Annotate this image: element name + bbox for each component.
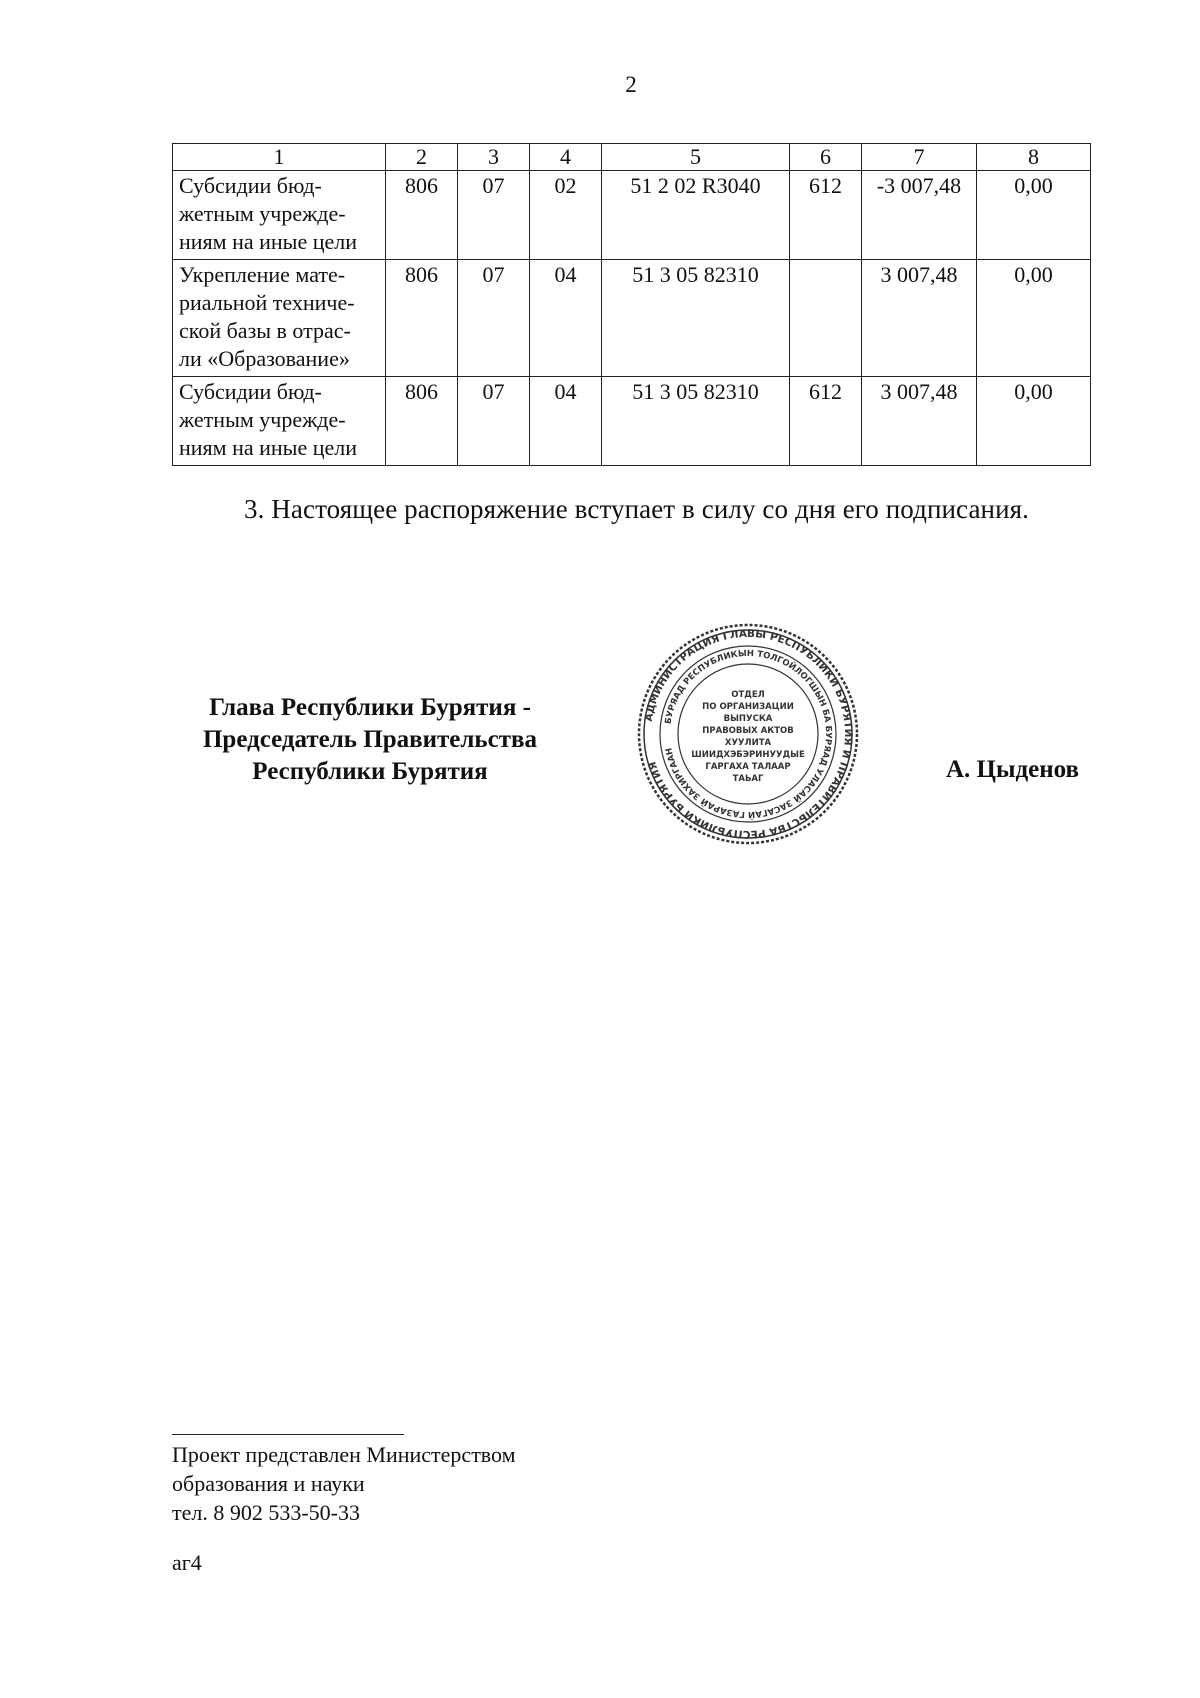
paragraph-3: 3. Настоящее распоряжение вступает в силу со дня его подписания. (244, 494, 1030, 524)
seal-center-line: ХУУЛИТА (724, 738, 772, 748)
footnote-line: тел. 8 902 533-50-33 (172, 1500, 361, 1525)
row-name-line: риальной техниче- (179, 290, 355, 315)
cell-expense-type (790, 260, 862, 377)
footnote-divider (172, 1434, 404, 1435)
official-seal (636, 622, 860, 846)
column-number: 2 (386, 144, 458, 171)
column-number: 1 (173, 144, 386, 171)
row-name (173, 377, 386, 466)
row-name (173, 260, 386, 377)
column-number: 5 (602, 144, 790, 171)
document-code: аг4 (172, 1550, 202, 1575)
seal-center-line: ПО ОРГАНИЗАЦИИ (702, 702, 794, 712)
footnote-line: образования и науки (172, 1471, 365, 1496)
footnote (172, 1440, 516, 1527)
page-number: 2 (625, 72, 637, 97)
row-name (173, 171, 386, 260)
seal-center-line: ВЫПУСКА (723, 714, 773, 724)
cell-subsection: 02 (530, 171, 602, 260)
cell-ministry: 806 (386, 260, 458, 377)
cell-amount: 3 007,48 (862, 260, 977, 377)
signer-name: А. Цыденов (946, 756, 1080, 783)
column-number: 7 (862, 144, 977, 171)
row-name-line: ли «Образование» (179, 346, 350, 371)
cell-amount-2: 0,00 (977, 377, 1091, 466)
row-name-line: ниям на иные цели (179, 435, 358, 460)
row-name-line: Укрепление мате- (179, 262, 346, 287)
cell-subsection: 04 (530, 260, 602, 377)
footnote-line: Проект представлен Министерством (172, 1442, 516, 1467)
signer-title-line: Председатель Правительства (202, 726, 538, 753)
cell-target-article: 51 3 05 82310 (602, 260, 790, 377)
cell-ministry: 806 (386, 377, 458, 466)
cell-amount: -3 007,48 (862, 171, 977, 260)
row-name-line: Субсидии бюд- (179, 379, 322, 404)
cell-expense-type: 612 (790, 171, 862, 260)
cell-section: 07 (458, 377, 530, 466)
budget-table (172, 143, 1091, 466)
cell-ministry: 806 (386, 171, 458, 260)
cell-expense-type: 612 (790, 377, 862, 466)
cell-amount-2: 0,00 (977, 260, 1091, 377)
column-number: 6 (790, 144, 862, 171)
row-name-line: ниям на иные цели (179, 229, 358, 254)
row-name-line: жетным учрежде- (179, 407, 346, 432)
seal-center-line: ТАЬАГ (732, 774, 764, 784)
seal-center-line: ШИИДХЭБЭРИНУУДЫЕ (691, 750, 805, 760)
cell-amount-2: 0,00 (977, 171, 1091, 260)
column-number: 4 (530, 144, 602, 171)
row-name-line: Субсидии бюд- (179, 173, 322, 198)
signer-title-line: Республики Бурятия (252, 758, 488, 785)
cell-target-article: 51 3 05 82310 (602, 377, 790, 466)
table-row (173, 171, 1091, 260)
row-name-line: жетным учрежде- (179, 201, 346, 226)
signer-title-line: Глава Республики Бурятия - (209, 694, 531, 721)
seal-center-line: ГАРГАХА ТАЛААР (705, 762, 791, 772)
cell-section: 07 (458, 260, 530, 377)
column-number: 3 (458, 144, 530, 171)
signer-title (170, 692, 570, 788)
seal-center-line: ОТДЕЛ (731, 690, 765, 700)
cell-section: 07 (458, 171, 530, 260)
cell-subsection: 04 (530, 377, 602, 466)
table-header-row (173, 144, 1091, 171)
seal-inner-text: БУРЯАД РЕСПУБЛИКЫН ТОЛГОЙЛОГШЫН БА БУРЯАД УЛАСАЙ ЗАСАГАЙ ГАЗАРАЙ ЗАХИРГААН (663, 648, 834, 820)
table-row (173, 377, 1091, 466)
table-row (173, 260, 1091, 377)
cell-target-article: 51 2 02 R3040 (602, 171, 790, 260)
cell-amount: 3 007,48 (862, 377, 977, 466)
seal-outer-text: АДМИНИСТРАЦИЯ ГЛАВЫ РЕСПУБЛИКИ БУРЯТИЯ И ПРАВИТЕЛЬСТВА РЕСПУБЛИКИ БУРЯТИЯ (642, 627, 855, 841)
column-number: 8 (977, 144, 1091, 171)
row-name-line: ской базы в отрас- (179, 318, 351, 343)
seal-center-line: ПРАВОВЫХ АКТОВ (702, 726, 794, 736)
